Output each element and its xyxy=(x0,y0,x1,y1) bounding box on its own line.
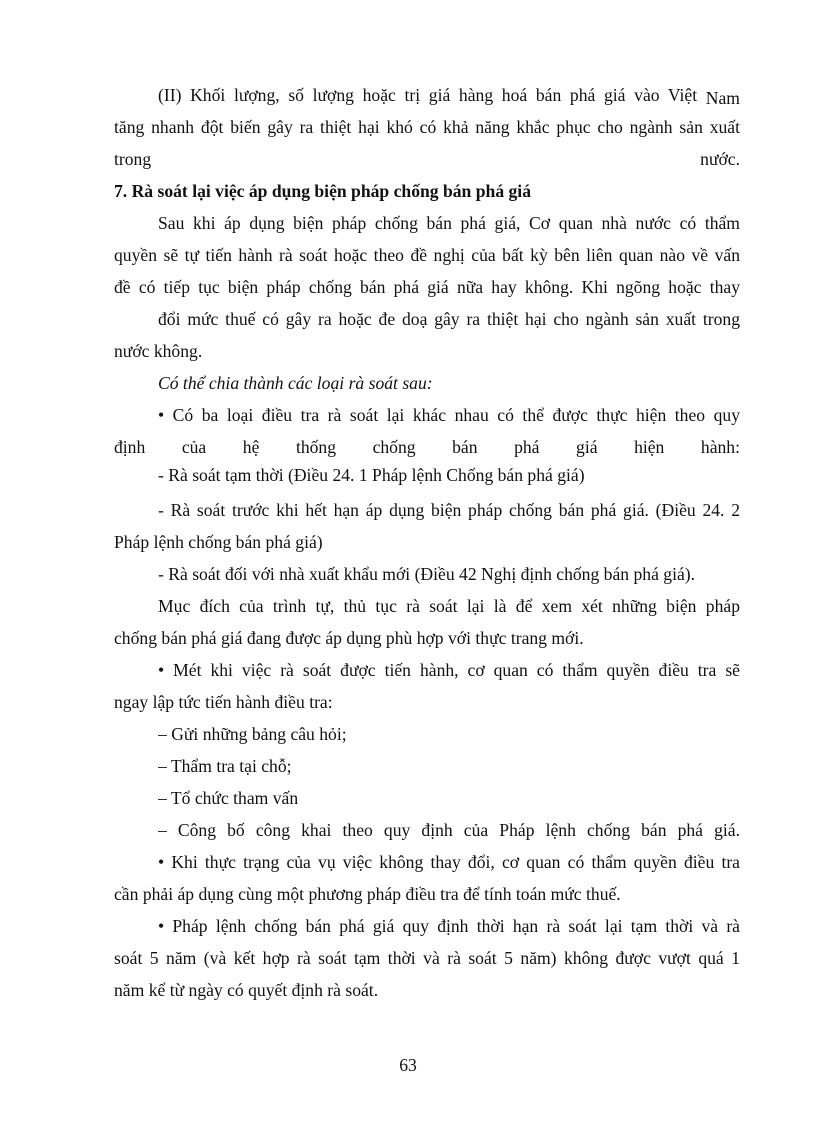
paragraph-line: Sau khi áp dụng biện pháp chống bán phá giá, Cơ quan nhà nước có thẩm xyxy=(158,213,740,233)
paragraph-line: soát 5 năm (và kết hợp rà soát tạm thời và rà soát 5 năm) không được vượt quá 1 xyxy=(114,948,740,968)
text-run: nước. xyxy=(700,149,740,169)
dash-item: - Rà soát trước khi hết hạn áp dụng biện pháp chống bán phá giá. (Điều 24. 2 xyxy=(158,500,740,520)
paragraph-line: ngay lập tức tiến hành điều tra: xyxy=(114,692,333,712)
dash-item: – Thẩm tra tại chỗ; xyxy=(158,756,292,776)
paragraph-line: quyền sẽ tự tiến hành rà soát hoặc theo đề nghị của bất kỳ bên liên quan nào về vấn xyxy=(114,245,740,265)
dash-item: – Tổ chức tham vấn xyxy=(158,788,299,808)
bullet-line: • Pháp lệnh chống bán phá giá quy định thời hạn rà soát lại tạm thời và rà xyxy=(158,916,740,936)
section-heading: 7. Rà soát lại việc áp dụng biện pháp chống bán phá giá xyxy=(114,181,531,201)
text-run: (II) Khối lượng, số lượng hoặc trị giá hàng hoá bán phá giá vào Việt xyxy=(158,85,698,105)
dash-item: – Gửi những bảng câu hỏi; xyxy=(158,724,347,744)
bullet-line: • Mét khi việc rà soát được tiến hành, cơ quan có thẩm quyền điều tra sẽ xyxy=(158,660,740,680)
paragraph-line xyxy=(114,147,740,171)
bullet-line: • Có ba loại điều tra rà soát lại khác nhau có thể được thực hiện theo quy xyxy=(158,405,740,425)
paragraph-line: đổi mức thuế có gây ra hoặc đe doạ gây ra thiệt hại cho ngành sản xuất trong xyxy=(158,309,740,329)
text-run: Nam xyxy=(705,88,740,107)
dash-item: - Rà soát tạm thời (Điều 24. 1 Pháp lệnh Chống bán phá giá) xyxy=(158,465,585,485)
paragraph-line: cần phải áp dụng cùng một phương pháp điều tra để tính toán mức thuế. xyxy=(114,884,621,904)
paragraph-line: năm kể từ ngày có quyết định rà soát. xyxy=(114,980,379,1000)
dash-item: – Công bố công khai theo quy định của Pháp lệnh chống bán phá giá. xyxy=(158,820,740,840)
text-run: trong xyxy=(114,149,152,169)
bullet-line: • Khi thực trạng của vụ việc không thay đổi, cơ quan có thẩm quyền điều tra xyxy=(158,852,740,872)
paragraph-line: chống bán phá giá đang được áp dụng phù hợp với thực trang mới. xyxy=(114,628,584,648)
paragraph-line: đề có tiếp tục biện pháp chống bán phá giá nữa hay không. Khi ngõng hoặc thay xyxy=(114,277,740,297)
italic-intro-line: Có thể chia thành các loại rà soát sau: xyxy=(158,373,433,393)
paragraph-line xyxy=(158,83,740,107)
paragraph-line: Mục đích của trình tự, thủ tục rà soát lại là để xem xét những biện pháp xyxy=(158,596,740,616)
paragraph-line: định của hệ thống chống bán phá giá hiện hành: xyxy=(114,437,740,457)
paragraph-line: tăng nhanh đột biến gây ra thiệt hại khó có khả năng khắc phục cho ngành sản xuất xyxy=(114,117,740,137)
dash-item: - Rà soát đối với nhà xuất khẩu mới (Điều 42 Nghị định chống bán phá giá). xyxy=(158,564,696,584)
page-number: 63 xyxy=(399,1055,417,1075)
paragraph-line: Pháp lệnh chống bán phá giá) xyxy=(114,532,323,552)
paragraph-line: nước không. xyxy=(114,341,203,361)
